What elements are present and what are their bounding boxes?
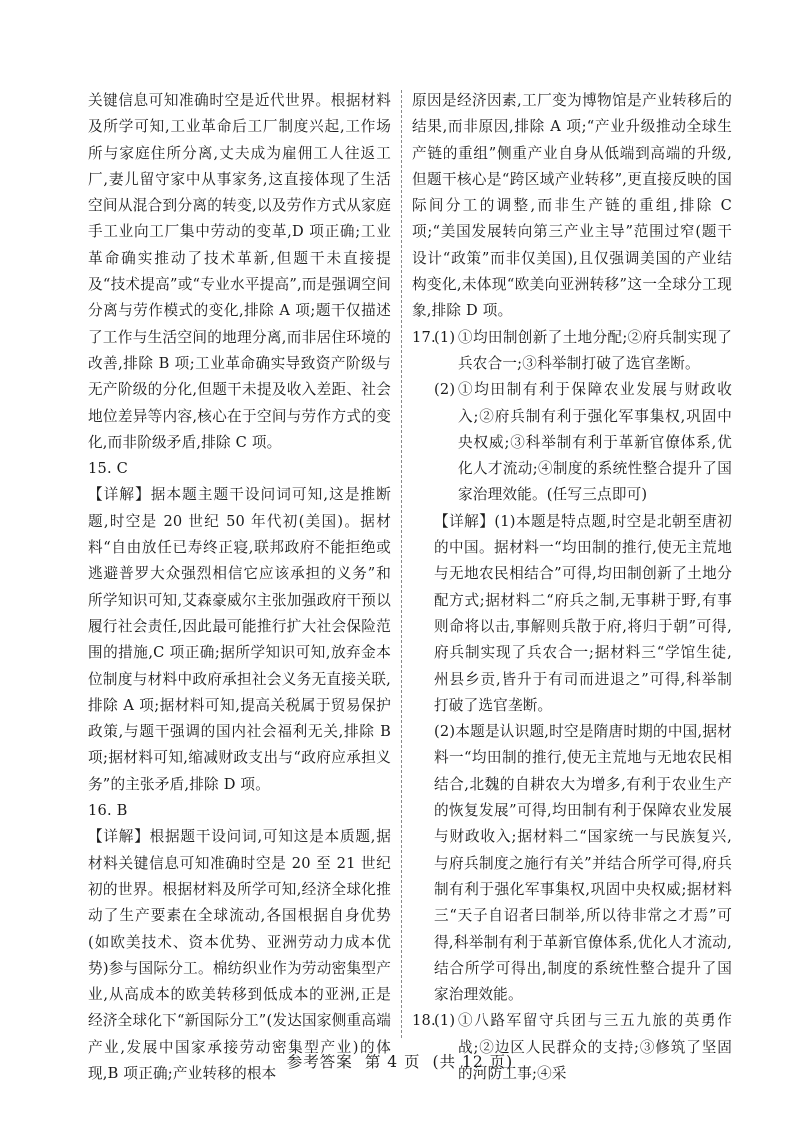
question-18-part-1-answer: ①八路军留守兵团与三五九旅的英勇作战;②边区人民群众的支持;③修筑了坚固的河防工事;④采	[458, 1012, 732, 1082]
question-18-number: 18.	[412, 1012, 436, 1030]
right-column	[412, 88, 732, 1087]
footer-total-pages: (共 12 页)	[432, 1053, 514, 1071]
question-18	[412, 1008, 732, 1087]
question-18-part-1-number: (1)	[434, 1012, 456, 1030]
answer-16-detail-continued: 原因是经济因素,工厂变为博物馆是产业转移后的结果,而非原因,排除 A 项;“产业升级推动全球生产链的重组”侧重产业自身从低端到高端的升级,但题干核心是“跨区域产业转移”,更直接反映的国际间分工的调整,而非生产链的重组,排除 C 项;“美国发展转向第三产业主导”范围过窄(题干设计“政策”而非仅美国),且仅强调美国的产业结构变化,未体现“欧美向亚洲转移”这一全球分工现象,排除 D 项。	[412, 92, 732, 320]
left-column	[88, 88, 391, 1087]
page-footer	[0, 1050, 800, 1072]
question-17-detail-part-2: (2)本题是认识题,时空是隋唐时期的中国,据材料一“均田制的推行,使无主荒地与无地农民相结合,北魏的自耕农大为增多,有利于农业生产的恢复发展”可得,均田制有利于保障农业发展与财政收入;据材料二“国家统一与民族复兴,与府兵制度之施行有关”并结合所学可得,府兵制有利于强化军事集权,巩固中央权威;据材料三“天子自诏者曰制举,所以待非常之才焉”可得,科举制有利于革新官僚体系,优化人才流动,结合所学可得出,制度的系统性整合提升了国家治理效能。	[434, 723, 732, 1004]
question-15-answer: 15. C	[88, 460, 129, 478]
question-17-part-1-answer: ①均田制创新了土地分配;②府兵制实现了兵农合一;③科举制打破了选官垄断。	[458, 328, 732, 372]
footer-page-number: 第 4 页	[364, 1053, 421, 1071]
question-15-detail: 【详解】据本题主题干设问词可知,这是推断题,时空是 20 世纪 50 年代初(美国)。据材料“自由放任已寿终正寝,联邦政府不能拒绝或逃避普罗大众强烈相信它应该承担的义务”和所学知识可知,艾森豪威尔主张加强政府干预以履行社会责任,因此最可能推行扩大社会保险范围的措施,C 项正确;据所学知识可知,放弃金本位制度与材料中政府承担社会义务无直接关联,排除 A 项;据材料可知,提高关税属于贸易保护政策,与题干强调的国内社会福利无关,排除 B 项;据材料可知,缩减财政支出与“政府应承担义务”的主张矛盾,排除 D 项。	[88, 486, 391, 793]
question-17-detail-part-1: 【详解】(1)本题是特点题,时空是北朝至唐初的中国。据材料一“均田制的推行,使无主荒地与无地农民相结合”可得,均田制创新了土地分配方式;据材料二“府兵之制,无事耕于野,有事则命将以击,事解则兵散于府,将归于朝”可得,府兵制实现了兵农合一;据材料三“学馆生徒,州县乡贡,皆升于有司而进退之”可得,科举制打破了选官垄断。	[434, 512, 732, 714]
question-16-answer: 16. B	[88, 802, 128, 820]
question-16-detail: 【详解】根据题干设问词,可知这是本质题,据材料关键信息可知准确时空是 20 至 21 世纪初的世界。根据材料及所学可知,经济全球化推动了生产要素在全球流动,各国根据自身优势(如欧美技术、资本优势、亚洲劳动力成本优势)参与国际分工。棉纺织业作为劳动密集型产业,从高成本的欧美转移到低成本的亚洲,正是经济全球化下“新国际分工”(发达国家侧重高端产业,发展中国家承接劳动密集型产业)的体现,B 项正确;产业转移的根本	[88, 828, 391, 1082]
question-17-part-2-number: (2)	[434, 381, 456, 399]
question-17-part-1-number: (1)	[434, 328, 456, 346]
question-17-part-2-answer: ①均田制有利于保障农业发展与财政收入;②府兵制有利于强化军事集权,巩固中央权威;③科举制有利于革新官僚体系,优化人才流动;④制度的系统性整合提升了国家治理效能。(任写三点即可)	[458, 381, 732, 504]
question-17	[412, 325, 732, 509]
answer-14-detail-continued: 关键信息可知准确时空是近代世界。根据材料及所学可知,工业革命后工厂制度兴起,工作场所与家庭住所分离,丈夫成为雇佣工人往返工厂,妻儿留守家中从事家务,这直接体现了生活空间从混合到分离的转变,以及劳作方式从家庭手工业向工厂集中劳动的变革,D 项正确;工业革命确实推动了技术革新,但题干未直接提及“技术提高”或“专业水平提高”,而是强调空间分离与劳作模式的变化,排除 A 项;题干仅描述了工作与生活空间的地理分离,而非居住环境的改善,排除 B 项;工业革命确实导致资产阶级与无产阶级的分化,但题干未提及收入差距、社会地位差异等内容,核心在于空间与劳作方式的变化,而非阶级矛盾,排除 C 项。	[88, 92, 391, 451]
question-17-number: 17.	[412, 328, 436, 346]
column-divider	[401, 90, 402, 1038]
footer-label: 参考答案	[286, 1053, 353, 1071]
